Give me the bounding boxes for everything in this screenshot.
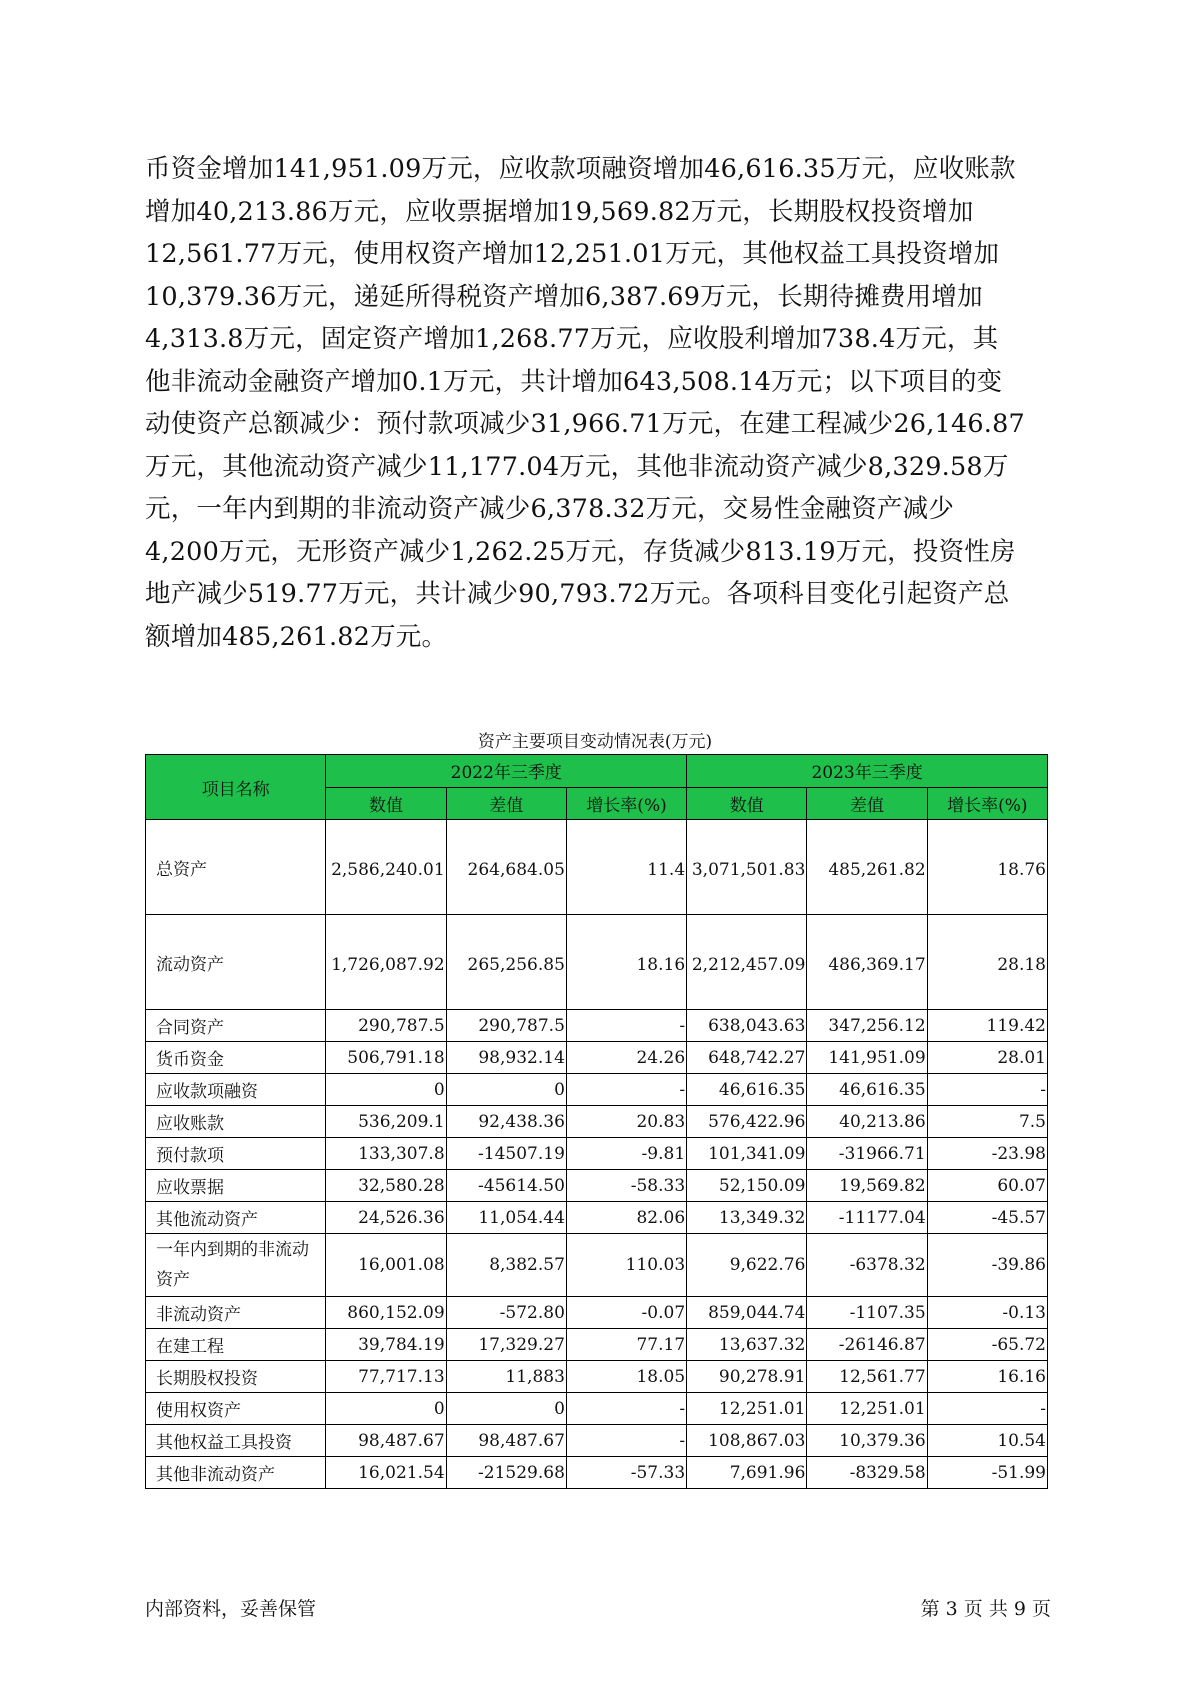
header-group-2022: 2022年三季度	[326, 755, 687, 788]
table-row	[146, 1074, 1048, 1106]
paragraph-line: 增加40,213.86万元，应收票据增加19,569.82万元，长期股权投资增加	[145, 196, 974, 227]
cell-v23: 648,742.27	[687, 1042, 807, 1074]
cell-r22: 18.05	[566, 1361, 686, 1393]
cell-v23: 12,251.01	[687, 1393, 807, 1425]
cell-v22: 506,791.18	[326, 1042, 446, 1074]
header-value-2022: 数值	[326, 787, 446, 820]
cell-d23: 46,616.35	[807, 1074, 927, 1106]
cell-v23: 46,616.35	[687, 1074, 807, 1106]
cell-r22: -57.33	[566, 1457, 686, 1489]
table-caption: 资产主要项目变动情况表(万元)	[477, 732, 713, 752]
cell-v23: 52,150.09	[687, 1170, 807, 1202]
cell-d23: 12,251.01	[807, 1393, 927, 1425]
cell-v23: 638,043.63	[687, 1010, 807, 1042]
cell-r22: 24.26	[566, 1042, 686, 1074]
cell-d23: 486,369.17	[807, 915, 927, 1010]
row-item-name: 货币资金	[146, 1042, 326, 1074]
cell-r22: 82.06	[566, 1202, 686, 1234]
cell-r22: -	[566, 1393, 686, 1425]
cell-d22: -572.80	[446, 1297, 566, 1329]
cell-d23: 19,569.82	[807, 1170, 927, 1202]
cell-v22: 32,580.28	[326, 1170, 446, 1202]
cell-r22: 18.16	[566, 915, 686, 1010]
table-row	[146, 1010, 1048, 1042]
cell-v22: 860,152.09	[326, 1297, 446, 1329]
paragraph-line: 币资金增加141,951.09万元，应收款项融资增加46,616.35万元，应收账款	[145, 154, 1016, 184]
body-paragraph	[145, 148, 1045, 658]
cell-v23: 3,071,501.83	[687, 820, 807, 915]
cell-r23: 60.07	[927, 1170, 1047, 1202]
cell-d22: 92,438.36	[446, 1106, 566, 1138]
cell-r23: -45.57	[927, 1202, 1047, 1234]
footer-confidential-note: 内部资料，妥善保管	[145, 1598, 317, 1620]
cell-v23: 2,212,457.09	[687, 915, 807, 1010]
cell-v22: 536,209.1	[326, 1106, 446, 1138]
table-row	[146, 1425, 1048, 1457]
cell-v22: 16,001.08	[326, 1234, 446, 1297]
cell-v22: 39,784.19	[326, 1329, 446, 1361]
cell-d22: 265,256.85	[446, 915, 566, 1010]
table-row	[146, 1106, 1048, 1138]
cell-d23: 40,213.86	[807, 1106, 927, 1138]
cell-v22: 24,526.36	[326, 1202, 446, 1234]
cell-v23: 576,422.96	[687, 1106, 807, 1138]
cell-v22: 290,787.5	[326, 1010, 446, 1042]
cell-r22: -0.07	[566, 1297, 686, 1329]
row-item-name: 应收票据	[146, 1170, 326, 1202]
cell-r23: 28.18	[927, 915, 1047, 1010]
paragraph-line: 万元，其他流动资产减少11,177.04万元，其他非流动资产减少8,329.58万	[145, 451, 1009, 482]
table-row	[146, 1138, 1048, 1170]
row-item-name: 合同资产	[146, 1010, 326, 1042]
row-item-name: 长期股权投资	[146, 1361, 326, 1393]
cell-r23: 10.54	[927, 1425, 1047, 1457]
cell-r22: 110.03	[566, 1234, 686, 1297]
cell-d22: 8,382.57	[446, 1234, 566, 1297]
cell-v22: 1,726,087.92	[326, 915, 446, 1010]
cell-d22: -14507.19	[446, 1138, 566, 1170]
cell-r22: -	[566, 1425, 686, 1457]
table-row	[146, 1202, 1048, 1234]
row-item-name: 其他权益工具投资	[146, 1425, 326, 1457]
table-row	[146, 1170, 1048, 1202]
cell-r23: -	[927, 1074, 1047, 1106]
cell-r22: -	[566, 1010, 686, 1042]
table-row	[146, 1361, 1048, 1393]
cell-d22: 11,054.44	[446, 1202, 566, 1234]
cell-v23: 101,341.09	[687, 1138, 807, 1170]
paragraph-line: 额增加485,261.82万元。	[145, 621, 448, 652]
cell-v23: 13,637.32	[687, 1329, 807, 1361]
cell-d23: 141,951.09	[807, 1042, 927, 1074]
cell-r23: 18.76	[927, 820, 1047, 915]
cell-r22: 77.17	[566, 1329, 686, 1361]
cell-d23: -26146.87	[807, 1329, 927, 1361]
header-group-2023: 2023年三季度	[687, 755, 1048, 788]
header-diff-2023: 差值	[807, 787, 927, 820]
row-item-name: 应收账款	[146, 1106, 326, 1138]
asset-change-table	[145, 754, 1048, 1489]
paragraph-line: 4,200万元，无形资产减少1,262.25万元，存货减少813.19万元，投资性房	[145, 536, 1016, 567]
cell-d22: 264,684.05	[446, 820, 566, 915]
cell-d23: 10,379.36	[807, 1425, 927, 1457]
cell-r22: 11.4	[566, 820, 686, 915]
paragraph-line: 动使资产总额减少：预付款项减少31,966.71万元，在建工程减少26,146.87	[145, 409, 1025, 439]
paragraph-line: 元，一年内到期的非流动资产减少6,378.32万元，交易性金融资产减少	[145, 494, 955, 524]
row-item-name: 其他流动资产	[146, 1202, 326, 1234]
cell-r23: 119.42	[927, 1010, 1047, 1042]
paragraph-line: 12,561.77万元，使用权资产增加12,251.01万元，其他权益工具投资增加	[145, 239, 1000, 269]
cell-r23: -39.86	[927, 1234, 1047, 1297]
cell-d23: 485,261.82	[807, 820, 927, 915]
cell-d22: 0	[446, 1074, 566, 1106]
cell-d23: -6378.32	[807, 1234, 927, 1297]
row-item-name: 非流动资产	[146, 1297, 326, 1329]
cell-r23: 16.16	[927, 1361, 1047, 1393]
cell-d22: 11,883	[446, 1361, 566, 1393]
cell-d22: 290,787.5	[446, 1010, 566, 1042]
row-item-name: 总资产	[146, 820, 326, 915]
table-row	[146, 1297, 1048, 1329]
row-item-name: 一年内到期的非流动资产	[146, 1234, 326, 1297]
cell-r22: -58.33	[566, 1170, 686, 1202]
paragraph-line: 4,313.8万元，固定资产增加1,268.77万元，应收股利增加738.4万元，其	[145, 324, 999, 354]
table-row	[146, 820, 1048, 915]
cell-d22: 0	[446, 1393, 566, 1425]
header-rate-2022: 增长率(%)	[566, 787, 686, 820]
header-diff-2022: 差值	[446, 787, 566, 820]
cell-r22: 20.83	[566, 1106, 686, 1138]
header-rate-2023: 增长率(%)	[927, 787, 1047, 820]
row-item-name: 使用权资产	[146, 1393, 326, 1425]
row-item-name: 在建工程	[146, 1329, 326, 1361]
cell-d22: 98,932.14	[446, 1042, 566, 1074]
cell-v23: 108,867.03	[687, 1425, 807, 1457]
cell-v22: 16,021.54	[326, 1457, 446, 1489]
table-row	[146, 1393, 1048, 1425]
cell-r23: -65.72	[927, 1329, 1047, 1361]
cell-v23: 7,691.96	[687, 1457, 807, 1489]
cell-r22: -	[566, 1074, 686, 1106]
cell-r23: -51.99	[927, 1457, 1047, 1489]
cell-r23: 7.5	[927, 1106, 1047, 1138]
table-row	[146, 1234, 1048, 1297]
cell-d23: -31966.71	[807, 1138, 927, 1170]
cell-v22: 77,717.13	[326, 1361, 446, 1393]
table-row	[146, 1329, 1048, 1361]
cell-d22: 98,487.67	[446, 1425, 566, 1457]
cell-r23: -	[927, 1393, 1047, 1425]
row-item-name: 其他非流动资产	[146, 1457, 326, 1489]
cell-v23: 13,349.32	[687, 1202, 807, 1234]
row-item-name: 预付款项	[146, 1138, 326, 1170]
cell-v22: 0	[326, 1393, 446, 1425]
cell-r23: 28.01	[927, 1042, 1047, 1074]
cell-v22: 0	[326, 1074, 446, 1106]
cell-d22: 17,329.27	[446, 1329, 566, 1361]
cell-d23: 347,256.12	[807, 1010, 927, 1042]
cell-d23: 12,561.77	[807, 1361, 927, 1393]
cell-v22: 98,487.67	[326, 1425, 446, 1457]
paragraph-line: 地产减少519.77万元，共计减少90,793.72万元。各项科目变化引起资产总	[145, 579, 1010, 609]
cell-r23: -23.98	[927, 1138, 1047, 1170]
cell-v23: 859,044.74	[687, 1297, 807, 1329]
cell-d23: -11177.04	[807, 1202, 927, 1234]
cell-v22: 2,586,240.01	[326, 820, 446, 915]
cell-d23: -1107.35	[807, 1297, 927, 1329]
header-item-name: 项目名称	[146, 755, 326, 820]
table-row	[146, 1042, 1048, 1074]
cell-d23: -8329.58	[807, 1457, 927, 1489]
cell-v23: 90,278.91	[687, 1361, 807, 1393]
cell-v23: 9,622.76	[687, 1234, 807, 1297]
paragraph-line: 他非流动金融资产增加0.1万元，共计增加643,508.14万元；以下项目的变	[145, 366, 1003, 397]
cell-r23: -0.13	[927, 1297, 1047, 1329]
cell-r22: -9.81	[566, 1138, 686, 1170]
table-row	[146, 1457, 1048, 1489]
row-item-name: 流动资产	[146, 915, 326, 1010]
table-row	[146, 915, 1048, 1010]
cell-v22: 133,307.8	[326, 1138, 446, 1170]
footer-page-number: 第 3 页 共 9 页	[920, 1598, 1051, 1620]
row-item-name: 应收款项融资	[146, 1074, 326, 1106]
cell-d22: -21529.68	[446, 1457, 566, 1489]
cell-d22: -45614.50	[446, 1170, 566, 1202]
header-value-2023: 数值	[687, 787, 807, 820]
paragraph-line: 10,379.36万元，递延所得税资产增加6,387.69万元，长期待摊费用增加	[145, 281, 983, 312]
